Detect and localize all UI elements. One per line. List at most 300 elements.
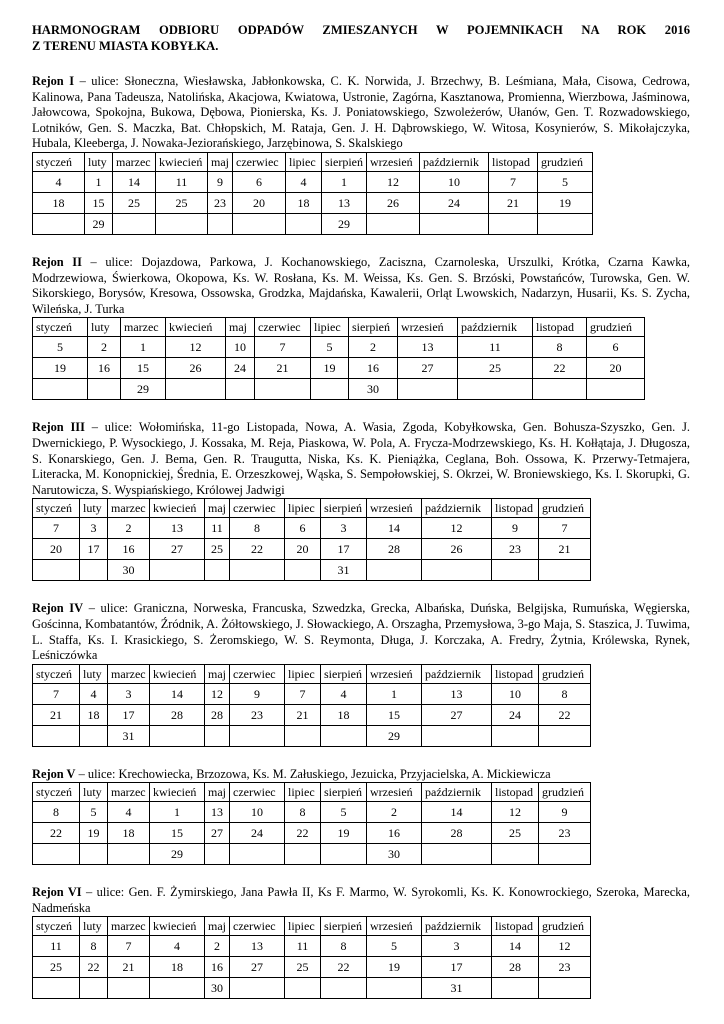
month-header: wrzesień	[367, 917, 422, 936]
date-row	[33, 337, 645, 358]
pickup-day-cell: 28	[492, 957, 539, 978]
pickup-day-cell	[230, 844, 285, 865]
schedule-table	[32, 782, 591, 865]
pickup-day-cell: 16	[349, 358, 398, 379]
month-header: czerwiec	[230, 499, 285, 518]
pickup-day-cell: 25	[285, 957, 321, 978]
pickup-day-cell: 25	[156, 192, 208, 213]
pickup-day-cell	[80, 978, 108, 999]
pickup-day-cell: 5	[33, 337, 88, 358]
pickup-day-cell: 27	[205, 823, 230, 844]
month-header: kwiecień	[166, 318, 226, 337]
month-header: marzec	[108, 664, 150, 683]
month-header: luty	[85, 152, 113, 171]
month-header: listopad	[489, 152, 538, 171]
pickup-day-cell: 5	[538, 171, 593, 192]
pickup-day-cell: 7	[33, 518, 80, 539]
month-header: kwiecień	[150, 917, 205, 936]
pickup-day-cell	[230, 560, 285, 581]
region-name: Rejon I	[32, 74, 75, 88]
pickup-day-cell	[285, 725, 321, 746]
pickup-day-cell: 31	[108, 725, 150, 746]
pickup-day-cell: 6	[285, 518, 321, 539]
month-header: listopad	[533, 318, 587, 337]
pickup-day-cell	[205, 560, 230, 581]
pickup-day-cell: 1	[150, 802, 205, 823]
schedule-table	[32, 664, 591, 747]
pickup-day-cell: 28	[367, 539, 422, 560]
month-header: styczeń	[33, 499, 80, 518]
month-header: październik	[422, 917, 492, 936]
pickup-day-cell: 12	[367, 171, 420, 192]
month-header: styczeń	[33, 664, 80, 683]
region-streets: – ulice: Krechowiecka, Brzozowa, Ks. M. Załuskiego, Jezuicka, Przyjacielska, A. Mickiewicza	[75, 766, 551, 781]
date-row	[33, 171, 593, 192]
pickup-day-cell: 8	[285, 802, 321, 823]
pickup-day-cell: 8	[33, 802, 80, 823]
pickup-day-cell: 1	[322, 171, 367, 192]
pickup-day-cell: 4	[33, 171, 85, 192]
pickup-day-cell	[539, 560, 591, 581]
pickup-day-cell: 21	[108, 957, 150, 978]
month-header: wrzesień	[367, 499, 422, 518]
month-header: marzec	[121, 318, 166, 337]
month-header: maj	[205, 917, 230, 936]
pickup-day-cell: 13	[205, 802, 230, 823]
pickup-day-cell	[538, 213, 593, 234]
pickup-day-cell: 30	[205, 978, 230, 999]
pickup-day-cell: 29	[85, 213, 113, 234]
pickup-day-cell	[208, 213, 233, 234]
pickup-day-cell: 11	[205, 518, 230, 539]
pickup-day-cell	[492, 978, 539, 999]
pickup-day-cell: 11	[458, 337, 533, 358]
month-header: kwiecień	[150, 499, 205, 518]
pickup-day-cell: 13	[422, 683, 492, 704]
region-name: Rejon II	[32, 254, 82, 269]
pickup-day-cell: 1	[367, 683, 422, 704]
month-header: lipiec	[285, 783, 321, 802]
pickup-day-cell: 20	[587, 358, 645, 379]
pickup-day-cell: 27	[398, 358, 458, 379]
pickup-day-cell: 1	[121, 337, 166, 358]
month-header: marzec	[108, 499, 150, 518]
pickup-day-cell: 15	[85, 192, 113, 213]
month-header: sierpień	[321, 917, 367, 936]
month-header: czerwiec	[230, 664, 285, 683]
pickup-day-cell: 1	[85, 171, 113, 192]
pickup-day-cell: 4	[286, 171, 322, 192]
pickup-day-cell: 25	[458, 358, 533, 379]
region-description	[32, 767, 690, 783]
month-header: grudzień	[587, 318, 645, 337]
pickup-day-cell: 10	[230, 802, 285, 823]
pickup-day-cell: 26	[367, 192, 420, 213]
pickup-day-cell: 23	[230, 704, 285, 725]
pickup-day-cell	[398, 379, 458, 400]
pickup-day-cell: 8	[321, 936, 367, 957]
pickup-day-cell	[233, 213, 286, 234]
pickup-day-cell	[420, 213, 489, 234]
pickup-day-cell: 20	[33, 539, 80, 560]
pickup-day-cell	[166, 379, 226, 400]
pickup-day-cell: 22	[285, 823, 321, 844]
pickup-day-cell	[539, 844, 591, 865]
pickup-day-cell: 7	[255, 337, 311, 358]
schedule-table	[32, 152, 593, 235]
pickup-day-cell: 21	[255, 358, 311, 379]
pickup-day-cell: 24	[420, 192, 489, 213]
pickup-day-cell: 12	[166, 337, 226, 358]
date-row	[33, 725, 591, 746]
pickup-day-cell: 17	[108, 704, 150, 725]
pickup-day-cell	[230, 725, 285, 746]
pickup-day-cell: 26	[422, 539, 492, 560]
pickup-day-cell	[539, 978, 591, 999]
pickup-day-cell: 25	[113, 192, 156, 213]
date-row	[33, 518, 591, 539]
pickup-day-cell	[285, 978, 321, 999]
pickup-day-cell: 19	[80, 823, 108, 844]
pickup-day-cell: 3	[422, 936, 492, 957]
document	[32, 22, 690, 999]
pickup-day-cell	[492, 725, 539, 746]
pickup-day-cell: 23	[539, 823, 591, 844]
month-header-row	[33, 499, 591, 518]
date-row	[33, 978, 591, 999]
region-streets: – ulice: Gen. F. Żymirskiego, Jana Pawła II, Ks F. Marmo, W. Syrokomli, Ks. K. Konowrockiego, Szeroka, Marecka, Nadmeńska	[32, 885, 690, 915]
pickup-day-cell: 22	[539, 704, 591, 725]
pickup-day-cell: 18	[108, 823, 150, 844]
pickup-day-cell: 29	[322, 213, 367, 234]
month-header: wrzesień	[367, 664, 422, 683]
pickup-day-cell: 21	[539, 539, 591, 560]
pickup-day-cell	[367, 978, 422, 999]
pickup-day-cell	[230, 978, 285, 999]
pickup-day-cell: 16	[108, 539, 150, 560]
pickup-day-cell	[458, 379, 533, 400]
region-name: Rejon VI	[32, 885, 82, 900]
pickup-day-cell	[587, 379, 645, 400]
month-header: lipiec	[285, 917, 321, 936]
month-header: luty	[80, 917, 108, 936]
month-header: czerwiec	[230, 917, 285, 936]
month-header: kwiecień	[156, 152, 208, 171]
pickup-day-cell	[422, 844, 492, 865]
pickup-day-cell: 24	[226, 358, 255, 379]
region-streets: – ulice: Słoneczna, Wiesławska, Jabłonkowska, C. K. Norwida, J. Brzechwy, B. Leśmiana, Mała, Cisowa, Cedrowa, Kalinowa, Pana Tadeusza, Natolińska, Akacjowa, Kwiatowa, Ustronie, Zagórna, Kasztanowa, Promienna, Wierzbowa, Jaśminowa, Jałowcowa, Spokojna, Bukowa, Dębowa, Pionierska, Ks. J. Poniatowskiego, Szwoleżerów, Ułanów, Gen. T. Rozwadowskiego, Lotników, Gen. S. Maczka, Bat. Chłopskich, M. Rataja, Gen. J. H. Dąbrowskiego, W. Witosa, Kosynierów, S. Mikołajczyka, Hubala, Kleeberga, J. Nowaka-Jeziorańskiego, Jarzębinowa, S. Skalskiego	[32, 74, 690, 151]
pickup-day-cell: 5	[311, 337, 349, 358]
pickup-day-cell: 11	[285, 936, 321, 957]
pickup-day-cell: 9	[230, 683, 285, 704]
month-header: sierpień	[321, 664, 367, 683]
pickup-day-cell: 14	[367, 518, 422, 539]
month-header: styczeń	[33, 152, 85, 171]
pickup-day-cell: 6	[587, 337, 645, 358]
month-header: listopad	[492, 783, 539, 802]
pickup-day-cell: 23	[539, 957, 591, 978]
pickup-day-cell: 7	[489, 171, 538, 192]
month-header: grudzień	[539, 783, 591, 802]
pickup-day-cell: 22	[33, 823, 80, 844]
month-header: październik	[420, 152, 489, 171]
month-header: maj	[208, 152, 233, 171]
region-name: Rejon IV	[32, 601, 84, 616]
pickup-day-cell: 28	[422, 823, 492, 844]
pickup-day-cell	[367, 213, 420, 234]
month-header: styczeń	[33, 783, 80, 802]
month-header: lipiec	[285, 499, 321, 518]
month-header: listopad	[492, 664, 539, 683]
pickup-day-cell: 12	[492, 802, 539, 823]
pickup-day-cell: 18	[33, 192, 85, 213]
pickup-day-cell: 15	[121, 358, 166, 379]
month-header: maj	[226, 318, 255, 337]
month-header: grudzień	[539, 499, 591, 518]
month-header-row	[33, 783, 591, 802]
month-header: marzec	[113, 152, 156, 171]
pickup-day-cell: 7	[539, 518, 591, 539]
month-header: czerwiec	[233, 152, 286, 171]
date-row	[33, 213, 593, 234]
pickup-day-cell	[33, 213, 85, 234]
pickup-day-cell: 31	[321, 560, 367, 581]
month-header: styczeń	[33, 917, 80, 936]
month-header: październik	[422, 664, 492, 683]
date-row	[33, 683, 591, 704]
pickup-day-cell: 3	[321, 518, 367, 539]
pickup-day-cell	[422, 725, 492, 746]
pickup-day-cell: 7	[33, 683, 80, 704]
region-streets: – ulice: Wołomińska, 11-go Listopada, Nowa, A. Wasia, Zgoda, Kobyłkowska, Gen. Bohusza-Szyszko, Gen. J. Dwernickiego, P. Wysockiego, J. Kossaka, M. Reja, Piaskowa, W. Pola, A. Frycza-Modrzewskiego, Ks. H. Kołłątaja, J. Długosza, S. Konarskiego, Gen. J. Bema, Gen. R. Traugutta, Niska, Ks. K. Pieniążka, Ceglana, Boh. Ossowa, K. Przerwy-Tetmajera, Literacka, M. Konopnickiej, Średnia, E. Orzeszkowej, Wąska, S. Sempołowskiej, S. Okrzei, W. Broniewskiego, Ks. I. Skorupki, G. Narutowicza, S. Wyspiańskiego, Królowej Jadwigi	[32, 420, 690, 497]
pickup-day-cell: 12	[539, 936, 591, 957]
region-description	[32, 420, 690, 498]
pickup-day-cell: 30	[349, 379, 398, 400]
pickup-day-cell: 9	[492, 518, 539, 539]
month-header-row	[33, 152, 593, 171]
pickup-day-cell: 25	[492, 823, 539, 844]
month-header: marzec	[108, 783, 150, 802]
pickup-day-cell: 29	[150, 844, 205, 865]
date-row	[33, 823, 591, 844]
pickup-day-cell: 13	[322, 192, 367, 213]
region-streets: – ulice: Graniczna, Norweska, Francuska, Szwedzka, Grecka, Albańska, Duńska, Belgijska, Rumuńska, Węgierska, Gościnna, Kombatantów, Źródnik, A. Żółtowskiego, J. Słowackiego, A. Orszagha, Przemysłowa, 3-go Maja, S. Staszica, J. Tuwima, L. Staffa, Ks. I. Krasickiego, S. Żeromskiego, W. S. Reymonta, Długa, J. Korczaka, A. Fredry, Żytnia, Królewska, Rynek, Leśniczówka	[32, 601, 690, 663]
pickup-day-cell: 17	[321, 539, 367, 560]
region-description	[32, 885, 690, 916]
month-header: luty	[80, 499, 108, 518]
pickup-day-cell	[156, 213, 208, 234]
pickup-day-cell	[533, 379, 587, 400]
pickup-day-cell: 29	[121, 379, 166, 400]
pickup-day-cell	[150, 978, 205, 999]
pickup-day-cell: 9	[208, 171, 233, 192]
pickup-day-cell: 14	[422, 802, 492, 823]
date-row	[33, 192, 593, 213]
title-line-2: Z TERENU MIASTA KOBYŁKA.	[32, 39, 219, 53]
pickup-day-cell: 10	[226, 337, 255, 358]
pickup-day-cell: 3	[108, 683, 150, 704]
date-row	[33, 379, 645, 400]
month-header: grudzień	[539, 664, 591, 683]
pickup-day-cell: 24	[230, 823, 285, 844]
pickup-day-cell	[286, 213, 322, 234]
pickup-day-cell: 19	[367, 957, 422, 978]
pickup-day-cell	[150, 560, 205, 581]
pickup-day-cell: 13	[150, 518, 205, 539]
pickup-day-cell: 27	[150, 539, 205, 560]
pickup-day-cell	[367, 560, 422, 581]
month-header: luty	[88, 318, 121, 337]
date-row	[33, 802, 591, 823]
pickup-day-cell: 27	[230, 957, 285, 978]
pickup-day-cell	[33, 379, 88, 400]
pickup-day-cell: 25	[33, 957, 80, 978]
pickup-day-cell: 5	[80, 802, 108, 823]
pickup-day-cell: 2	[205, 936, 230, 957]
pickup-day-cell: 4	[80, 683, 108, 704]
pickup-day-cell: 29	[367, 725, 422, 746]
pickup-day-cell: 31	[422, 978, 492, 999]
pickup-day-cell: 15	[150, 823, 205, 844]
month-header: styczeń	[33, 318, 88, 337]
pickup-day-cell: 28	[205, 704, 230, 725]
pickup-day-cell: 17	[422, 957, 492, 978]
pickup-day-cell: 22	[533, 358, 587, 379]
date-row	[33, 704, 591, 725]
month-header: wrzesień	[367, 783, 422, 802]
pickup-day-cell: 27	[422, 704, 492, 725]
schedule-table	[32, 916, 591, 999]
pickup-day-cell	[80, 725, 108, 746]
pickup-day-cell	[321, 978, 367, 999]
pickup-day-cell: 18	[286, 192, 322, 213]
region-description	[32, 74, 690, 152]
pickup-day-cell: 23	[208, 192, 233, 213]
pickup-day-cell	[88, 379, 121, 400]
pickup-day-cell	[80, 560, 108, 581]
document-title	[32, 22, 690, 54]
pickup-day-cell: 18	[80, 704, 108, 725]
pickup-day-cell: 2	[349, 337, 398, 358]
pickup-day-cell	[539, 725, 591, 746]
pickup-day-cell: 13	[398, 337, 458, 358]
pickup-day-cell: 8	[533, 337, 587, 358]
date-row	[33, 936, 591, 957]
pickup-day-cell: 2	[88, 337, 121, 358]
pickup-day-cell	[113, 213, 156, 234]
region-description	[32, 255, 690, 317]
month-header: sierpień	[322, 152, 367, 171]
month-header: maj	[205, 664, 230, 683]
pickup-day-cell	[80, 844, 108, 865]
region-streets: – ulice: Dojazdowa, Parkowa, J. Kochanowskiego, Zaciszna, Czarnoleska, Urszulki, Krótka, Czarna Kawka, Modrzewiowa, Świerkowa, Okopowa, Ks. W. Rosłana, Ks. M. Weissa, Ks. Gen. S. Brzóski, Powstańców, Turowska, Gen. W. Sikorskiego, Borysów, Kresowa, Ossowska, Grodzka, Majdańska, Kawalerii, Orląt Lwowskich, Nadarzyn, Husarii, Ks. S. Zycha, Wileńska, J. Turka	[32, 254, 690, 316]
month-header: wrzesień	[398, 318, 458, 337]
pickup-day-cell: 19	[311, 358, 349, 379]
pickup-day-cell	[33, 978, 80, 999]
pickup-day-cell: 10	[420, 171, 489, 192]
month-header: kwiecień	[150, 783, 205, 802]
pickup-day-cell	[285, 560, 321, 581]
month-header: marzec	[108, 917, 150, 936]
month-header: październik	[422, 499, 492, 518]
pickup-day-cell: 16	[367, 823, 422, 844]
pickup-day-cell: 23	[492, 539, 539, 560]
pickup-day-cell	[321, 844, 367, 865]
pickup-day-cell: 2	[108, 518, 150, 539]
date-row	[33, 844, 591, 865]
pickup-day-cell: 21	[33, 704, 80, 725]
regions-container	[32, 74, 690, 999]
pickup-day-cell	[492, 844, 539, 865]
pickup-day-cell: 22	[321, 957, 367, 978]
pickup-day-cell: 21	[285, 704, 321, 725]
pickup-day-cell: 5	[321, 802, 367, 823]
pickup-day-cell: 24	[492, 704, 539, 725]
pickup-day-cell	[489, 213, 538, 234]
pickup-day-cell: 19	[538, 192, 593, 213]
pickup-day-cell: 12	[205, 683, 230, 704]
pickup-day-cell	[321, 725, 367, 746]
pickup-day-cell: 25	[205, 539, 230, 560]
month-header: lipiec	[311, 318, 349, 337]
pickup-day-cell: 8	[80, 936, 108, 957]
pickup-day-cell: 30	[108, 560, 150, 581]
month-header: lipiec	[286, 152, 322, 171]
month-header: październik	[422, 783, 492, 802]
month-header-row	[33, 318, 645, 337]
pickup-day-cell: 13	[230, 936, 285, 957]
pickup-day-cell: 7	[285, 683, 321, 704]
pickup-day-cell: 20	[285, 539, 321, 560]
pickup-day-cell: 22	[230, 539, 285, 560]
pickup-day-cell: 19	[33, 358, 88, 379]
pickup-day-cell: 8	[539, 683, 591, 704]
pickup-day-cell: 18	[321, 704, 367, 725]
month-header-row	[33, 917, 591, 936]
title-line-1: HARMONOGRAM ODBIORU ODPADÓW ZMIESZANYCH W POJEMNIKACH NA ROK 2016	[32, 23, 690, 37]
pickup-day-cell: 11	[33, 936, 80, 957]
month-header: czerwiec	[255, 318, 311, 337]
region-name: Rejon III	[32, 420, 85, 435]
month-header: październik	[458, 318, 533, 337]
month-header: czerwiec	[230, 783, 285, 802]
pickup-day-cell: 4	[321, 683, 367, 704]
pickup-day-cell	[33, 844, 80, 865]
pickup-day-cell: 11	[156, 171, 208, 192]
month-header: sierpień	[321, 783, 367, 802]
month-header: lipiec	[285, 664, 321, 683]
date-row	[33, 957, 591, 978]
month-header: maj	[205, 499, 230, 518]
pickup-day-cell: 28	[150, 704, 205, 725]
pickup-day-cell: 5	[367, 936, 422, 957]
pickup-day-cell	[33, 560, 80, 581]
pickup-day-cell	[492, 560, 539, 581]
pickup-day-cell	[285, 844, 321, 865]
pickup-day-cell: 16	[205, 957, 230, 978]
pickup-day-cell: 6	[233, 171, 286, 192]
pickup-day-cell: 14	[492, 936, 539, 957]
pickup-day-cell	[205, 844, 230, 865]
pickup-day-cell: 26	[166, 358, 226, 379]
region-description	[32, 601, 690, 663]
pickup-day-cell: 16	[88, 358, 121, 379]
month-header: maj	[205, 783, 230, 802]
month-header: luty	[80, 664, 108, 683]
pickup-day-cell: 21	[489, 192, 538, 213]
month-header: grudzień	[538, 152, 593, 171]
pickup-day-cell	[311, 379, 349, 400]
